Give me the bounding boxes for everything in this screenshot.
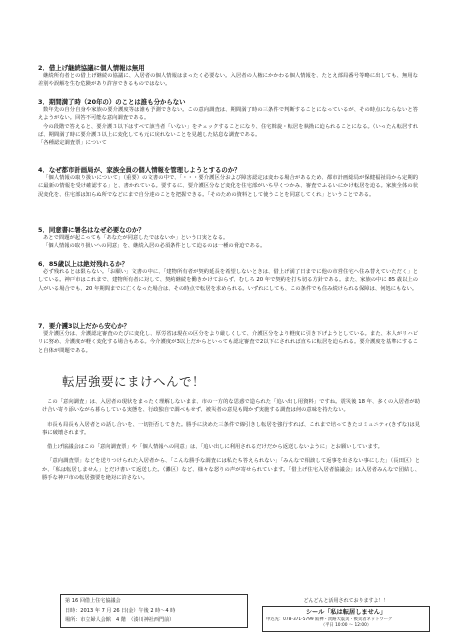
sticker-hours: （平日 10:00 ～ 12:00） bbox=[320, 623, 372, 628]
sticker-promo bbox=[262, 598, 430, 632]
section-5 bbox=[38, 226, 418, 251]
sticker-label: シール「私は転居しません」 bbox=[305, 609, 387, 616]
section-paragraph: 要介護区分は、介護認定審査のたびに変化し、厚労省は現在の区分をより厳しくして、介護区分をより軽度に引き下げようとしている。また、本人がリハビリに努め、介護度が軽く変化する場合もある。今介護度が3以上だからといっても認定審査で2以下にされれば直ちに転居を迫られる。要介護度を基準にすること自体が問題である。 bbox=[38, 331, 418, 354]
section-heading: 2．借上げ継続協議に個人情報は無用 bbox=[38, 64, 145, 72]
section-paragraph: あとで問題が起こっても「あなたが同意したではないか」という口実となる。 bbox=[43, 235, 229, 241]
section-paragraph: 必ず残れるとは限らない。「お願い」文書の中に、「建物所有者が契約延長を希望しないときは、借上げ満了日までに他の市営住宅へ住み替えていただく」としている。神戸市はこれまで、建物所有者に対して、契約継続を働きかけておらず、むしろ 20 年で契約を打ち切る方針である。また、家族の中に 85 歳以上の人がいる場合でも、20 年期間までに亡くなった場合は、その時点で転居を求められる。いずれにしても、この条件でも住み続けられる保障は、何処にもない。 bbox=[38, 269, 418, 292]
sticker-note: どんどんと活用されておりますよ！！ bbox=[303, 598, 389, 604]
section-heading: 4．なぜ都市計画局が、家族全員の個人情報を管理しようとするのか？ bbox=[38, 166, 241, 174]
section-3 bbox=[38, 98, 418, 147]
section-7 bbox=[38, 322, 418, 355]
section-2 bbox=[38, 64, 418, 89]
sticker-contact: 申込先：078-371-5799 阪神・淡路大震災・被災者ネットワーク bbox=[266, 617, 393, 622]
meeting-place: 場所：市立婦人会館 4 階 （湊川神社西門前） bbox=[65, 617, 175, 623]
meeting-info-box bbox=[60, 594, 248, 628]
section-paragraph: 「個人情報の取り扱いについて」（重要）の文書の中で、「・・・要介護区分および障害認定は変わる場合があるため、都市計画総局が保健福祉局から定期的に最新の情報を受け確認する」と、書かれている。要するに、要介護区分など変化を住宅部がいち早くつかみ、審査でふるいにかけ転居を迫る。家族全体の状況変化を、住宅部は知らぬ所でなどにまで自分達のことを把握できる。「そのための資料として使うことを同意してくれ」ということである。 bbox=[38, 175, 418, 198]
meeting-title: 第 16 回借上住宅協議会 bbox=[65, 598, 121, 604]
section-4 bbox=[38, 166, 418, 199]
body-paragraph: 市長も局長も入居者との話し合いを、一切拒否してきた。勝手に決めた三条件で線引きし転居を強行すれば、これまで培ってきたコミュニティ(きずな)は見事に破壊されます。 bbox=[42, 421, 420, 436]
sticker-box bbox=[262, 606, 430, 632]
section-paragraph: 継続所有者との借上げ継続の協議に、入居者の個人情報はまったく必要ない。入居者の人権にかかわる個人情報を、たとえ部局番号等略に出しても、無用な差別や誤解を生む危険があり許容できるものではない。 bbox=[38, 73, 418, 88]
section-6 bbox=[38, 260, 418, 293]
body-paragraph: 「意向調査票」などを送りつけられた入居者から、「こんな勝手な調査には私たち答えられない」「みんなで相談して返事を出さない事にした」（長田区）とか、「私は転居しません」とだけ書いて返送した。（灘区）など、様々な怒りの声が寄せられています。「借上げ住宅入居者協議会」は入居者みんなで団結し、勝手な神戸市の転居強要を絶対に許さない。 bbox=[42, 458, 420, 482]
section-paragraph: 今の段階で答えると、要介護３以下はすべて該当者「いない」をチェックすることになり、住宅斡旋・転居を執拗に迫られることになる。（いったん転居すれば、期間満了時に要介護３以上に変化しても元に戻れないことを見越した姑息な調査である。 bbox=[38, 123, 418, 138]
section-paragraph: 数年先の自分自身や家族の要介護度等は誰も予測できない。この意向調査は、期間満了時の三条件で判断することになっているが、その時点にならないと答えようがない。回答不可能な意向調査である。 bbox=[38, 107, 418, 122]
body-text bbox=[42, 398, 420, 482]
big-heading: 転居強要にまけへんで！ bbox=[62, 374, 206, 389]
section-heading: 7．要介護3以上だから安心か？ bbox=[38, 322, 130, 330]
section-paragraph: 「各種認定調査票」について bbox=[38, 140, 107, 147]
body-paragraph: 借上げ協議会はこの「意向調査票」や「個人情報への同意」は、「追い出しに利用されるだけだから返送しないように」とお願いしています。 bbox=[47, 444, 383, 451]
meeting-datetime: 日時：2013 年 7 月 26 日(金）午後 2 時～4 時 bbox=[65, 607, 176, 614]
section-paragraph: 「個人情報の取り扱いへの同意」を、継続入居の必須条件として迫るのは一種の脅迫である。 bbox=[43, 243, 266, 250]
section-heading: 6．85歳以上は絶対残れるか？ bbox=[38, 260, 129, 268]
section-heading: 3．期間満了時（20年の）のことは誰も分からない bbox=[38, 98, 186, 106]
section-heading: 5．同意書に署名はなぜ必要なのか？ bbox=[38, 226, 145, 234]
body-paragraph: この「意向調査」は、入居者の現状をまったく理解しないまま、市の一方的な思惑で造られた「追い出し用資料」ですね。震災後 18 年、多くの入居者が助け合い寄り添いながら暮らしている実態を、行政独自で調べもせず、被災者の意見も聞かず実施する調査は何の意味を持たない。 bbox=[42, 399, 420, 414]
